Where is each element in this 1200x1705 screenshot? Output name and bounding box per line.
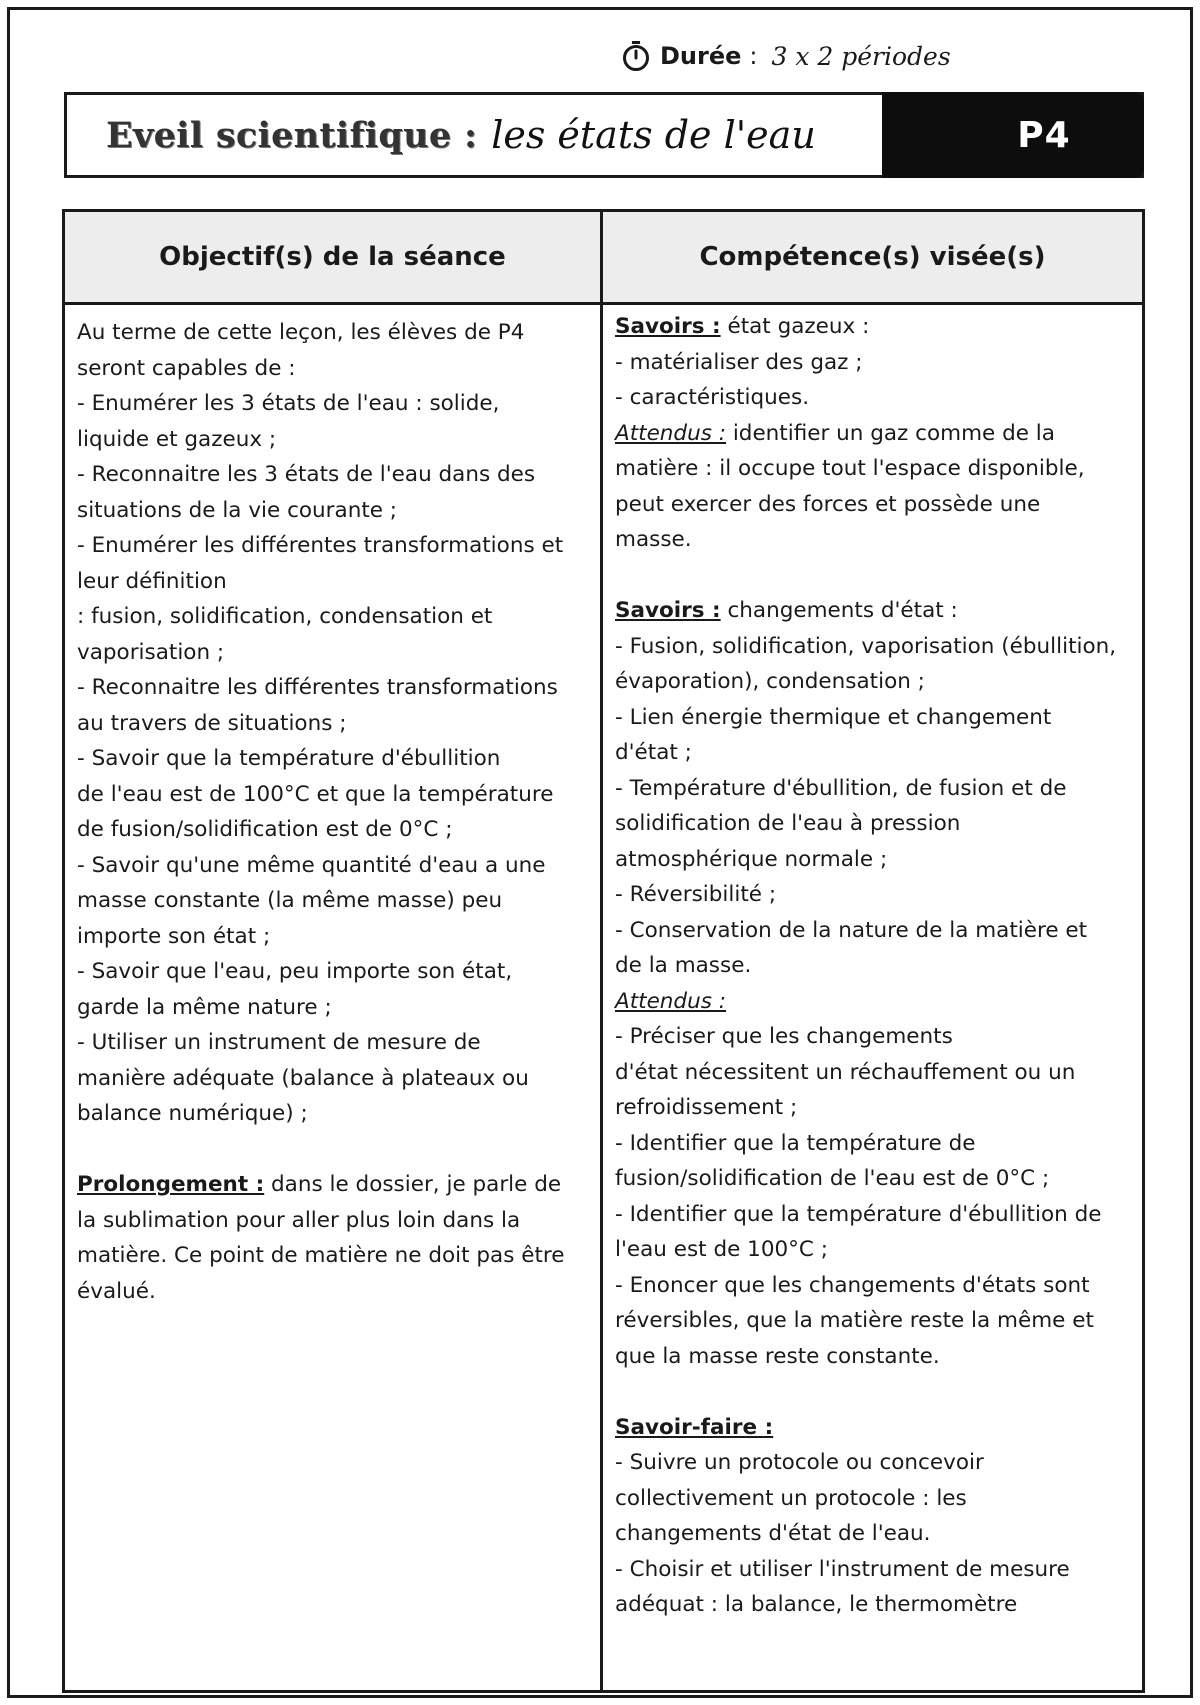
text-line: manière adéquate (balance à plateaux ou — [77, 1065, 529, 1091]
page-title — [106, 92, 816, 178]
text-line: au travers de situations ; — [77, 710, 347, 736]
text-line: - Savoir qu'une même quantité d'eau a une — [77, 852, 546, 878]
text-line: matière. Ce point de matière ne doit pas être — [77, 1243, 565, 1268]
text-line: balance numérique) ; — [77, 1101, 308, 1126]
title-prefix: Eveil scientifique : — [106, 114, 478, 156]
text-line: : fusion, solidification, condensation et — [77, 604, 493, 629]
text-line: de l'eau est de 100°C et que la température — [77, 781, 554, 807]
text-line: - Savoir que la température d'ébullition — [77, 746, 501, 771]
text-line: liquide et gazeux ; — [77, 426, 277, 452]
prolongement-first: dans le dossier, je parle de — [264, 1172, 562, 1197]
text-line: solidification de l'eau à pression — [615, 811, 961, 836]
text-line: collectivement un protocole : les — [615, 1485, 967, 1511]
text-line: peut exercer des forces et possède une — [615, 491, 1041, 517]
text-line: - Préciser que les changements — [615, 1024, 953, 1049]
text-line: - Reconnaitre les 3 états de l'eau dans des — [77, 462, 536, 487]
text-line: - Conservation de la nature de la matière et — [615, 917, 1088, 943]
attendus1-text: identifier un gaz comme de la — [725, 420, 1055, 446]
text-line: - caractéristiques. — [615, 385, 810, 410]
savoirfaire-line — [615, 1410, 1130, 1446]
text-line: d'état nécessitent un réchauffement ou un — [615, 1059, 1076, 1085]
savoirs1-text: état gazeux : — [720, 314, 870, 339]
objectives-cell — [64, 304, 602, 1692]
attendus1-list — [615, 451, 1130, 558]
text-line: - Fusion, solidification, vaporisation (ébullition, — [615, 633, 1117, 659]
duration — [620, 36, 951, 76]
competences-cell — [602, 304, 1144, 1692]
text-line: masse constante (la même masse) peu — [77, 888, 503, 913]
text-line: - Réversibilité ; — [615, 882, 777, 907]
savoirfaire-label: Savoir-faire : — [615, 1414, 774, 1440]
savoirs2-text: changements d'état : — [720, 598, 958, 623]
text-line: - Température d'ébullition, de fusion et de — [615, 775, 1067, 801]
text-line: - Enoncer que les changements d'états sont — [615, 1272, 1090, 1298]
lesson-table — [62, 209, 1145, 1693]
title-banner — [64, 92, 1144, 178]
text-line: atmosphérique normale ; — [615, 846, 888, 872]
text-line: - Suivre un protocole ou concevoir — [615, 1450, 984, 1475]
text-line: - Savoir que l'eau, peu importe son état, — [77, 959, 513, 984]
savoirs1-label: Savoirs : — [615, 314, 721, 339]
savoirs2-label: Savoirs : — [615, 598, 721, 623]
duration-value: 3 x 2 périodes — [771, 41, 951, 71]
text-line: fusion/solidification de l'eau est de 0°C ; — [615, 1166, 1050, 1191]
text-line: refroidissement ; — [615, 1095, 798, 1120]
attendus2-list — [615, 1019, 1130, 1374]
text-line: importe son état ; — [77, 923, 271, 949]
text-line: - Enumérer les 3 états de l'eau : solide, — [77, 391, 500, 416]
text-line: de fusion/solidification est de 0°C ; — [77, 817, 453, 842]
attendus1-line — [615, 416, 1130, 452]
attendus2-line — [615, 984, 1130, 1020]
objectives-list — [77, 315, 588, 1132]
savoirs2-list — [615, 629, 1130, 984]
text-line: Au terme de cette leçon, les élèves de P4 — [77, 320, 525, 345]
text-line: - Lien énergie thermique et changement — [615, 704, 1052, 730]
attendus2-label: Attendus : — [615, 988, 726, 1014]
text-line: - Identifier que la température d'ébullition de — [615, 1201, 1102, 1227]
text-line: seront capables de : — [77, 355, 296, 381]
text-line: adéquat : la balance, le thermomètre — [615, 1592, 1018, 1617]
text-line: masse. — [615, 527, 692, 552]
attendus1-label: Attendus : — [615, 420, 726, 446]
prolongement-text — [77, 1203, 588, 1310]
text-line: évalué. — [77, 1278, 156, 1304]
text-line: que la masse reste constante. — [615, 1343, 940, 1369]
text-line: situations de la vie courante ; — [77, 497, 398, 523]
text-line: garde la même nature ; — [77, 994, 332, 1020]
savoirs2-line — [615, 593, 1130, 629]
savoirs1-list — [615, 345, 1130, 416]
prolongement-line — [77, 1167, 588, 1203]
savoirfaire-list — [615, 1445, 1130, 1623]
text-line: matière : il occupe tout l'espace disponible, — [615, 456, 1085, 481]
prolongement-label: Prolongement : — [77, 1172, 265, 1197]
objectives-header: Objectif(s) de la séance — [64, 211, 602, 304]
text-line: - Enumérer les différentes transformations et — [77, 533, 564, 558]
text-line: - Reconnaitre les différentes transformations — [77, 675, 558, 700]
text-line: réversibles, que la matière reste la même et — [615, 1308, 1094, 1333]
text-line: changements d'état de l'eau. — [615, 1521, 931, 1546]
text-line: la sublimation pour aller plus loin dans la — [77, 1207, 521, 1233]
text-line: - Choisir et utiliser l'instrument de mesure — [615, 1556, 1070, 1582]
savoirs1-line — [615, 309, 1130, 345]
competences-header: Compétence(s) visée(s) — [602, 211, 1144, 304]
text-line: évaporation), condensation ; — [615, 669, 925, 694]
duration-label: Durée — [660, 42, 742, 70]
text-line: d'état ; — [615, 740, 692, 765]
text-line: - Utiliser un instrument de mesure de — [77, 1030, 481, 1055]
title-main: les états de l'eau — [491, 113, 816, 157]
text-line: vaporisation ; — [77, 639, 225, 665]
level-badge: P4 — [1017, 114, 1071, 156]
text-line: - matérialiser des gaz ; — [615, 349, 863, 375]
stopwatch-icon — [620, 40, 652, 72]
text-line: l'eau est de 100°C ; — [615, 1237, 829, 1262]
text-line: - Identifier que la température de — [615, 1130, 976, 1156]
text-line: leur définition — [77, 568, 227, 594]
text-line: de la masse. — [615, 953, 752, 978]
duration-colon: : — [749, 42, 758, 70]
